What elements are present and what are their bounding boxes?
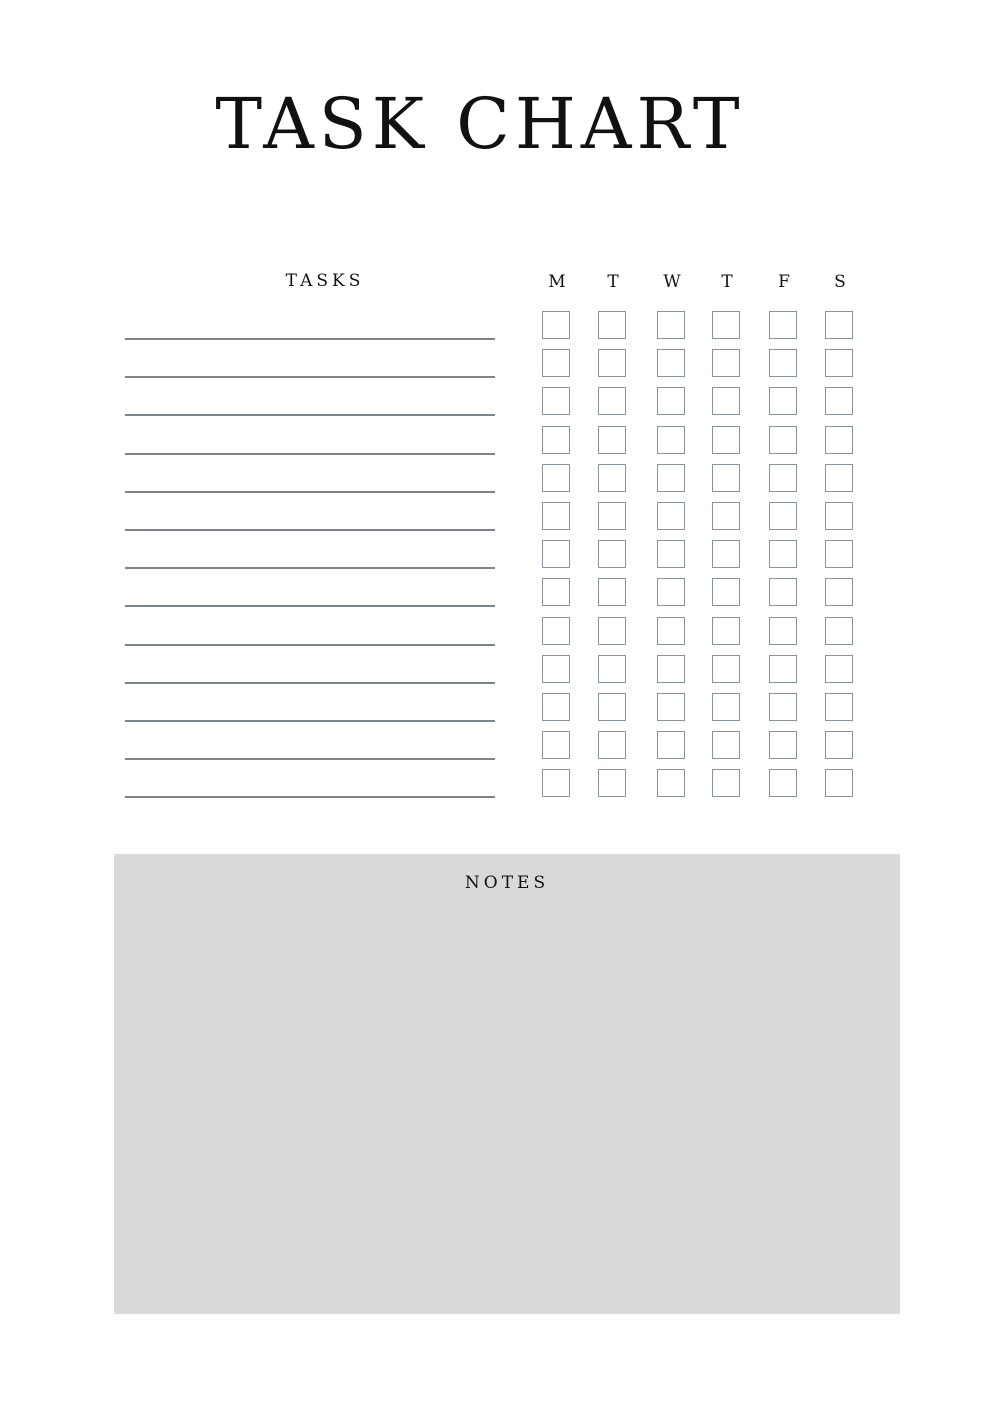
checkbox-thursday[interactable] — [712, 693, 740, 721]
checkbox-thursday[interactable] — [712, 769, 740, 797]
checkbox-monday[interactable] — [542, 617, 570, 645]
checkbox-saturday[interactable] — [825, 426, 853, 454]
task-line[interactable] — [125, 758, 495, 760]
checkbox-friday[interactable] — [769, 617, 797, 645]
task-line[interactable] — [125, 453, 495, 455]
checkbox-saturday[interactable] — [825, 617, 853, 645]
checkbox-wednesday[interactable] — [657, 502, 685, 530]
checkbox-saturday[interactable] — [825, 387, 853, 415]
task-line[interactable] — [125, 682, 495, 684]
checkbox-saturday[interactable] — [825, 502, 853, 530]
checkbox-tuesday[interactable] — [598, 655, 626, 683]
task-line[interactable] — [125, 376, 495, 378]
checkbox-wednesday[interactable] — [657, 731, 685, 759]
day-header-thursday: T — [721, 272, 733, 292]
checkbox-wednesday[interactable] — [657, 311, 685, 339]
checkbox-friday[interactable] — [769, 387, 797, 415]
checkbox-tuesday[interactable] — [598, 540, 626, 568]
checkbox-friday[interactable] — [769, 578, 797, 606]
checkbox-wednesday[interactable] — [657, 349, 685, 377]
checkbox-wednesday[interactable] — [657, 693, 685, 721]
checkbox-monday[interactable] — [542, 387, 570, 415]
checkbox-tuesday[interactable] — [598, 693, 626, 721]
checkbox-thursday[interactable] — [712, 464, 740, 492]
checkbox-thursday[interactable] — [712, 617, 740, 645]
checkbox-saturday[interactable] — [825, 540, 853, 568]
task-line[interactable] — [125, 529, 495, 531]
checkbox-tuesday[interactable] — [598, 502, 626, 530]
day-header-saturday: S — [834, 272, 846, 292]
day-header-monday: M — [548, 272, 566, 292]
day-header-friday: F — [778, 272, 790, 292]
checkbox-tuesday[interactable] — [598, 311, 626, 339]
checkbox-monday[interactable] — [542, 349, 570, 377]
checkbox-thursday[interactable] — [712, 502, 740, 530]
checkbox-friday[interactable] — [769, 540, 797, 568]
checkbox-thursday[interactable] — [712, 731, 740, 759]
checkbox-saturday[interactable] — [825, 311, 853, 339]
checkbox-wednesday[interactable] — [657, 426, 685, 454]
checkbox-friday[interactable] — [769, 693, 797, 721]
checkbox-monday[interactable] — [542, 426, 570, 454]
checkbox-friday[interactable] — [769, 349, 797, 377]
checkbox-tuesday[interactable] — [598, 617, 626, 645]
checkbox-friday[interactable] — [769, 426, 797, 454]
checkbox-thursday[interactable] — [712, 540, 740, 568]
checkbox-tuesday[interactable] — [598, 464, 626, 492]
checkbox-friday[interactable] — [769, 464, 797, 492]
tasks-column-header: TASKS — [285, 271, 365, 291]
checkbox-monday[interactable] — [542, 655, 570, 683]
checkbox-thursday[interactable] — [712, 426, 740, 454]
checkbox-thursday[interactable] — [712, 349, 740, 377]
checkbox-friday[interactable] — [769, 502, 797, 530]
task-line[interactable] — [125, 338, 495, 340]
checkbox-saturday[interactable] — [825, 578, 853, 606]
checkbox-wednesday[interactable] — [657, 655, 685, 683]
checkbox-wednesday[interactable] — [657, 464, 685, 492]
checkbox-wednesday[interactable] — [657, 617, 685, 645]
checkbox-saturday[interactable] — [825, 464, 853, 492]
checkbox-tuesday[interactable] — [598, 578, 626, 606]
checkbox-friday[interactable] — [769, 769, 797, 797]
checkbox-friday[interactable] — [769, 731, 797, 759]
checkbox-wednesday[interactable] — [657, 578, 685, 606]
checkbox-tuesday[interactable] — [598, 731, 626, 759]
page-title: TASK CHART — [215, 83, 745, 165]
checkbox-friday[interactable] — [769, 655, 797, 683]
checkbox-monday[interactable] — [542, 578, 570, 606]
checkbox-wednesday[interactable] — [657, 769, 685, 797]
checkbox-monday[interactable] — [542, 502, 570, 530]
checkbox-wednesday[interactable] — [657, 540, 685, 568]
checkbox-tuesday[interactable] — [598, 426, 626, 454]
checkbox-monday[interactable] — [542, 311, 570, 339]
checkbox-tuesday[interactable] — [598, 769, 626, 797]
checkbox-monday[interactable] — [542, 540, 570, 568]
day-header-tuesday: T — [607, 272, 619, 292]
task-line[interactable] — [125, 644, 495, 646]
checkbox-monday[interactable] — [542, 731, 570, 759]
checkbox-thursday[interactable] — [712, 387, 740, 415]
task-line[interactable] — [125, 491, 495, 493]
checkbox-tuesday[interactable] — [598, 387, 626, 415]
checkbox-thursday[interactable] — [712, 578, 740, 606]
checkbox-saturday[interactable] — [825, 769, 853, 797]
checkbox-saturday[interactable] — [825, 655, 853, 683]
checkbox-wednesday[interactable] — [657, 387, 685, 415]
checkbox-monday[interactable] — [542, 464, 570, 492]
day-header-wednesday: W — [663, 272, 681, 292]
checkbox-monday[interactable] — [542, 693, 570, 721]
notes-area[interactable] — [114, 854, 900, 1314]
notes-label: NOTES — [464, 873, 550, 893]
checkbox-saturday[interactable] — [825, 731, 853, 759]
task-line[interactable] — [125, 605, 495, 607]
checkbox-monday[interactable] — [542, 769, 570, 797]
task-line[interactable] — [125, 414, 495, 416]
checkbox-saturday[interactable] — [825, 349, 853, 377]
checkbox-thursday[interactable] — [712, 311, 740, 339]
task-line[interactable] — [125, 796, 495, 798]
task-line[interactable] — [125, 567, 495, 569]
checkbox-saturday[interactable] — [825, 693, 853, 721]
task-line[interactable] — [125, 720, 495, 722]
checkbox-thursday[interactable] — [712, 655, 740, 683]
checkbox-friday[interactable] — [769, 311, 797, 339]
checkbox-tuesday[interactable] — [598, 349, 626, 377]
